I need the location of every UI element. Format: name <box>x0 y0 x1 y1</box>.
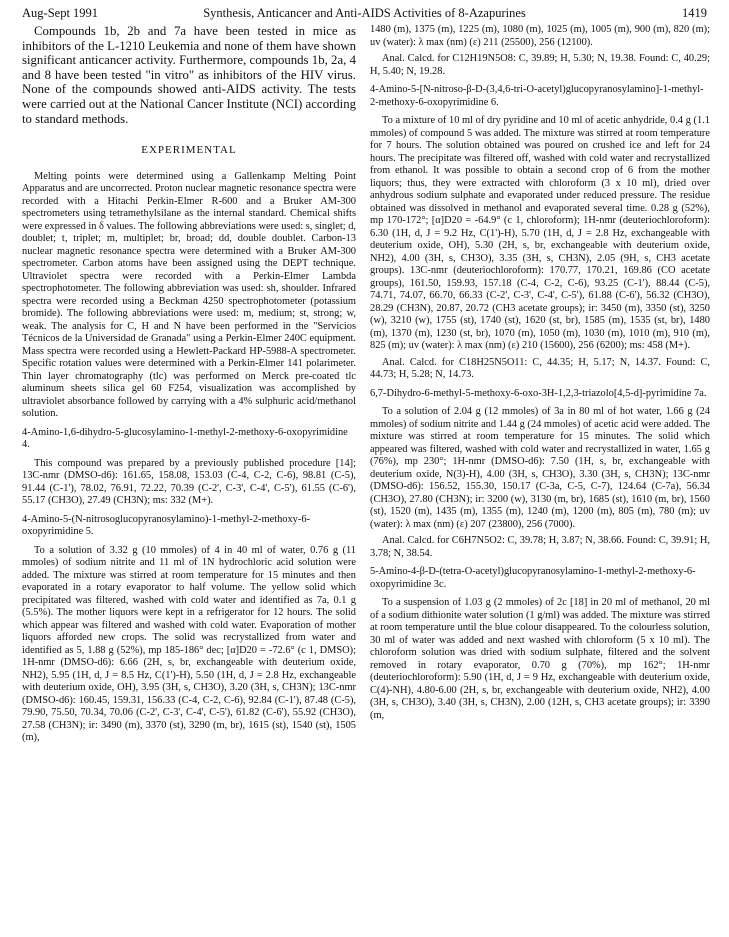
page-number: 1419 <box>682 6 707 20</box>
page-header <box>22 6 707 22</box>
compound-5-heading: 4-Amino-5-(N-nitrosoglucopyranosylamino)-1-methyl-2-methoxy-6-oxopyrimidine 5. <box>22 513 310 538</box>
compound-5-analysis: Anal. Calcd. for C12H19N5O8: C, 39.89; H, 5.30; N, 19.38. Found: C, 40.29; H, 5.40; N, 19.28. <box>370 53 710 77</box>
journal-date: Aug-Sept 1991 <box>22 6 99 20</box>
left-column <box>22 24 356 749</box>
compound-3c-text: To a suspension of 1.03 g (2 mmoles) of 2c [18] in 20 ml of methanol, 20 ml of a sodium dithionite water solution (1 g/ml) was added. The mixture was stirred at room temperature until the blue colour disappeared. To the colourless solution, 30 ml of water was added and next washed with chloroform (5 x 10 ml). The chloroform solution was dried with sodium sulphate, filtered and the solvent removed in rotary evaporator, 0.70 g (70%), mp 162°; 1H-nmr (deuteriochloroform): 5.90 (1H, d, J = 9 Hz, exchangeable with deuterium oxide, C(4)-NH), 4.80-6.00 (2H, s, br, exchangeable with deuterium oxide, NH2), 4.00 (3H, s, CH3O), 3.40 (3H, s, CH3N), 2.00 (12H, s, CH3 acetate groups); ir: 3390 (m, <box>370 597 710 721</box>
compound-7a-analysis: Anal. Calcd. for C6H7N5O2: C, 39.78; H, 3.87; N, 38.66. Found: C, 39.91; H, 3.78; N, 38.54. <box>370 535 710 559</box>
compound-4-heading: 4-Amino-1,6-dihydro-5-glucosylamino-1-methyl-2-methoxy-6-oxopyrimidine 4. <box>22 426 348 451</box>
compound-7a-heading: 6,7-Dihydro-6-methyl-5-methoxy-6-oxo-3H-1,2,3-triazolo[4,5-d]-pyrimidine 7a. <box>370 387 707 399</box>
compound-6-analysis: Anal. Calcd. for C18H25N5O11: C, 44.35; H, 5.17; N, 14.37. Found: C, 44.73; H, 5.28; N, 14.73. <box>370 356 710 380</box>
compound-7a-text: To a solution of 2.04 g (12 mmoles) of 3a in 80 ml of hot water, 1.66 g (24 mmoles) of sodium nitrite and 1.44 g (24 mmoles) of acetic acid were added. The mixture was stirred at room temperature for 15 minutes. The solid which appeared was filtered, washed with cold water and recrystallized in water, 1.65 g (76%), mp 230°; 1H-nmr (DMSO-d6): 7.50 (1H, s, br, exchangeable with deuterium oxide, N(3)-H), 4.00 (3H, s, CH3O), 3.30 (3H, s, CH3N); 13C-nmr (DMSO-d6): 156.52, 155.30, 150.17 (C-3a, C-5, C-7), 124.64 (C-7a), 56.34 (CH3O), 27.80 (CH3N); ir: 3200 (w), 3130 (m, br), 1685 (st), 1610 (m, br), 1560 (st), 1520 (m), 1435 (m), 1355 (m), 1240 (m), 1200 (m), 805 (m), 780 (m); uv (water): λ max (nm) (ε) 207 (23800), 256 (7000). <box>370 406 710 530</box>
compound-6-heading: 4-Amino-5-[N-nitroso-β-D-(3,4,6-tri-O-acetyl)glucopyranosylamino]-1-methyl-2-methoxy-6-oxopyrimidine 6. <box>370 84 704 108</box>
compound-4-text: This compound was prepared by a previously published procedure [14]; 13C-nmr (DMSO-d6): 161.65, 158.08, 153.03 (C-4, C-2, C-6), 98.81 (C-5), 91.44 (C-1'), 78.02, 76.91, 72.22, 70.39 (C-2', C-3', C-4', C-5'), 61.55 (C-6'), 55.17 (CH3O), 27.49 (CH3N); ms: 332 (M+). <box>22 457 356 507</box>
running-title: Synthesis, Anticancer and Anti-AIDS Activities of 8-Azapurines <box>203 6 526 20</box>
methods-paragraph: Melting points were determined using a Gallenkamp Melting Point Apparatus and are uncorrected. Proton nuclear magnetic resonance spectra were recorded with a Hitachi Perkin-Elmer R-600 and a Bruker AM-300 spectrometers using tetramethylsilane as the internal standard. Chemical shifts were expressed in δ values. The following abbreviations were used: s, singlet; d, doublet; t, triplet; m, multiplet; br, broad; dd, double doublet. Carbon-13 nuclear magnetic resonance spectra were determined with a Bruker AM-300 spectrometer. Carbon atoms have been assigned using the DEPT technique. Ultraviolet spectra were recorded with a Perkin-Elmer Lambda spectrophotometer. The following abbreviation was used: sh, shoulder. Infrared spectra were recorded using a Beckman 4250 spectrophotometer (potassium bromide). The following abbreviations were used: m, medium; st, strong; w, weak. The analysis for C, H and N have been performed in the "Servicios Técnicos de la Universidad de Granada" using a Perkin-Elmer 240C equipment. Mass spectra were recorded using a Hewlett-Packard HP-5988-A spectrometer. Specific rotation values were determined with a Perkin-Elmer 141 polarimeter. Thin layer chromatography (tlc) was performed on Merck pre-coated tlc aluminum sheets silica gel 60 F254, visualization was accomplished by ultraviolet absorbance followed by carrying with a 4% sulphuric acid/methanol solution. <box>22 170 356 420</box>
compound-6-text: To a mixture of 10 ml of dry pyridine and 10 ml of acetic anhydride, 0.4 g (1.1 mmoles) of compound 5 was added. The mixture was stirred at room temperature for 7 hours. The solution obtained was poured on crushed ice and left for 24 hours. The precipitate was filtered off, washed with cold water and recrystallized from ethanol. It was possible to obtain a second crop of 6 from the mother liquors; thus, they were extracted with chloroform (3 x 10 ml), dried over anhydrous sodium sulphate and evaporated under reduced pressure. The residue obtained was dissolved in methanol and evaporated several time. 0.28 g (52%), mp 170-172°; [α]D20 = -64.9° (c 1, chloroform); 1H-nmr (deuteriochloroform): 6.30 (1H, d, J = 9.2 Hz, C(1')-H), 5.70 (1H, d, J = 2.8 Hz, exchangeable with deuterium oxide, OH), 5.30 (2H, s, br, exchangeable with deuterium oxide, NH2), 4.00 (3H, s, CH3O), 3.35 (3H, s, CH3N), 2.05 (9H, s, CH3 acetate groups). 13C-nmr (deuteriochloroform): 170.77, 170.21, 169.86 (CO acetate groups), 161.50, 159.93, 157.18 (C-4, C-2, C-6), 93.25 (C-1'), 88.44 (C-5), 74.71, 74.07, 66.70, 66.33 (C-2', C-3', C-4', C-5'), 61.88 (C-6'), 56.32 (CH3O), 28.29 (CH3N), 20.87, 20.72 (CH3 acetate groups); ir: 3450 (m), 3350 (st), 3250 (w), 3210 (w), 1755 (st), 1740 (st), 1620 (st, br), 1585 (m), 1535 (st, br), 1480 (m), 1370 (m), 1230 (st, br), 1070 (m), 1050 (m), 1030 (m), 1010 (m), 910 (m), 825 (m); uv (water): λ max (nm) (ε) 210 (15600), 256 (6200); ms: 458 (M+). <box>370 115 710 351</box>
compound-5-continued: 1480 (m), 1375 (m), 1225 (m), 1080 (m), 1025 (m), 1005 (m), 900 (m), 820 (m); uv (water): λ max (nm) (ε) 211 (25500), 256 (12100). <box>370 24 710 48</box>
intro-paragraph: Compounds 1b, 2b and 7a have been tested in mice as inhibitors of the L-1210 Leukemia and none of them have shown significant anticancer activity. Furthermore, compounds 1b, 2a, 4 and 8 have been tested "in vitro" as inhibitors of the HIV virus. None of the compounds showed anti-AIDS activity. The tests were carried out at the National Cancer Institute (NCI) according to standard methods. <box>22 24 356 126</box>
experimental-heading: EXPERIMENTAL <box>141 144 237 157</box>
compound-5-text: To a solution of 3.32 g (10 mmoles) of 4 in 40 ml of water, 0.76 g (11 mmoles) of sodium nitrite and 11 ml of 1N hydrochloric acid solution were added. The mixture was stirred at room temperature for 15 minutes and then evaporated in a rotary evaporator to half volume. The yellow solid which precipitated was filtered, washed with cold water and identified as 7a, 0.1 g (5.5%). The mother liquors were kept in a refrigerator for 12 hours. The solid which appear was filtered and washed with cold water. Evaporation of mother liquors afforded new crops. The solid was recrystallized from water and identified as 5, 1.88 g (52%), mp 185-186° dec; [α]D20 = -72.6° (c 1, DMSO); 1H-nmr (DMSO-d6): 6.66 (2H, s, br, exchangeable with deuterium oxide, NH2), 5.95 (1H, d, J = 8.5 Hz, C(1')-H), 5.50 (1H, d, J = 2.8 Hz, exchangeable with deuterium oxide, OH), 3.95 (3H, s, CH3O), 3.20 (3H, s, CH3N); 13C-nmr (DMSO-d6): 160.45, 159.31, 156.33 (C-4, C-2, C-6), 92.84 (C-1'), 87.48 (C-5), 79.90, 75.50, 70.34, 70.06 (C-2', C-3', C-4', C-5'), 61.82 (C-6'), 55.92 (CH3O), 27.58 (CH3N); ir: 3490 (m), 3370 (st), 3290 (m, br), 1615 (st), 1540 (st), 1505 (m), <box>22 544 356 744</box>
right-column <box>370 24 710 726</box>
compound-3c-heading: 5-Amino-4-β-D-(tetra-O-acetyl)glucopyranosylamino-1-methyl-2-methoxy-6-oxopyrimidine 3c. <box>370 566 696 590</box>
